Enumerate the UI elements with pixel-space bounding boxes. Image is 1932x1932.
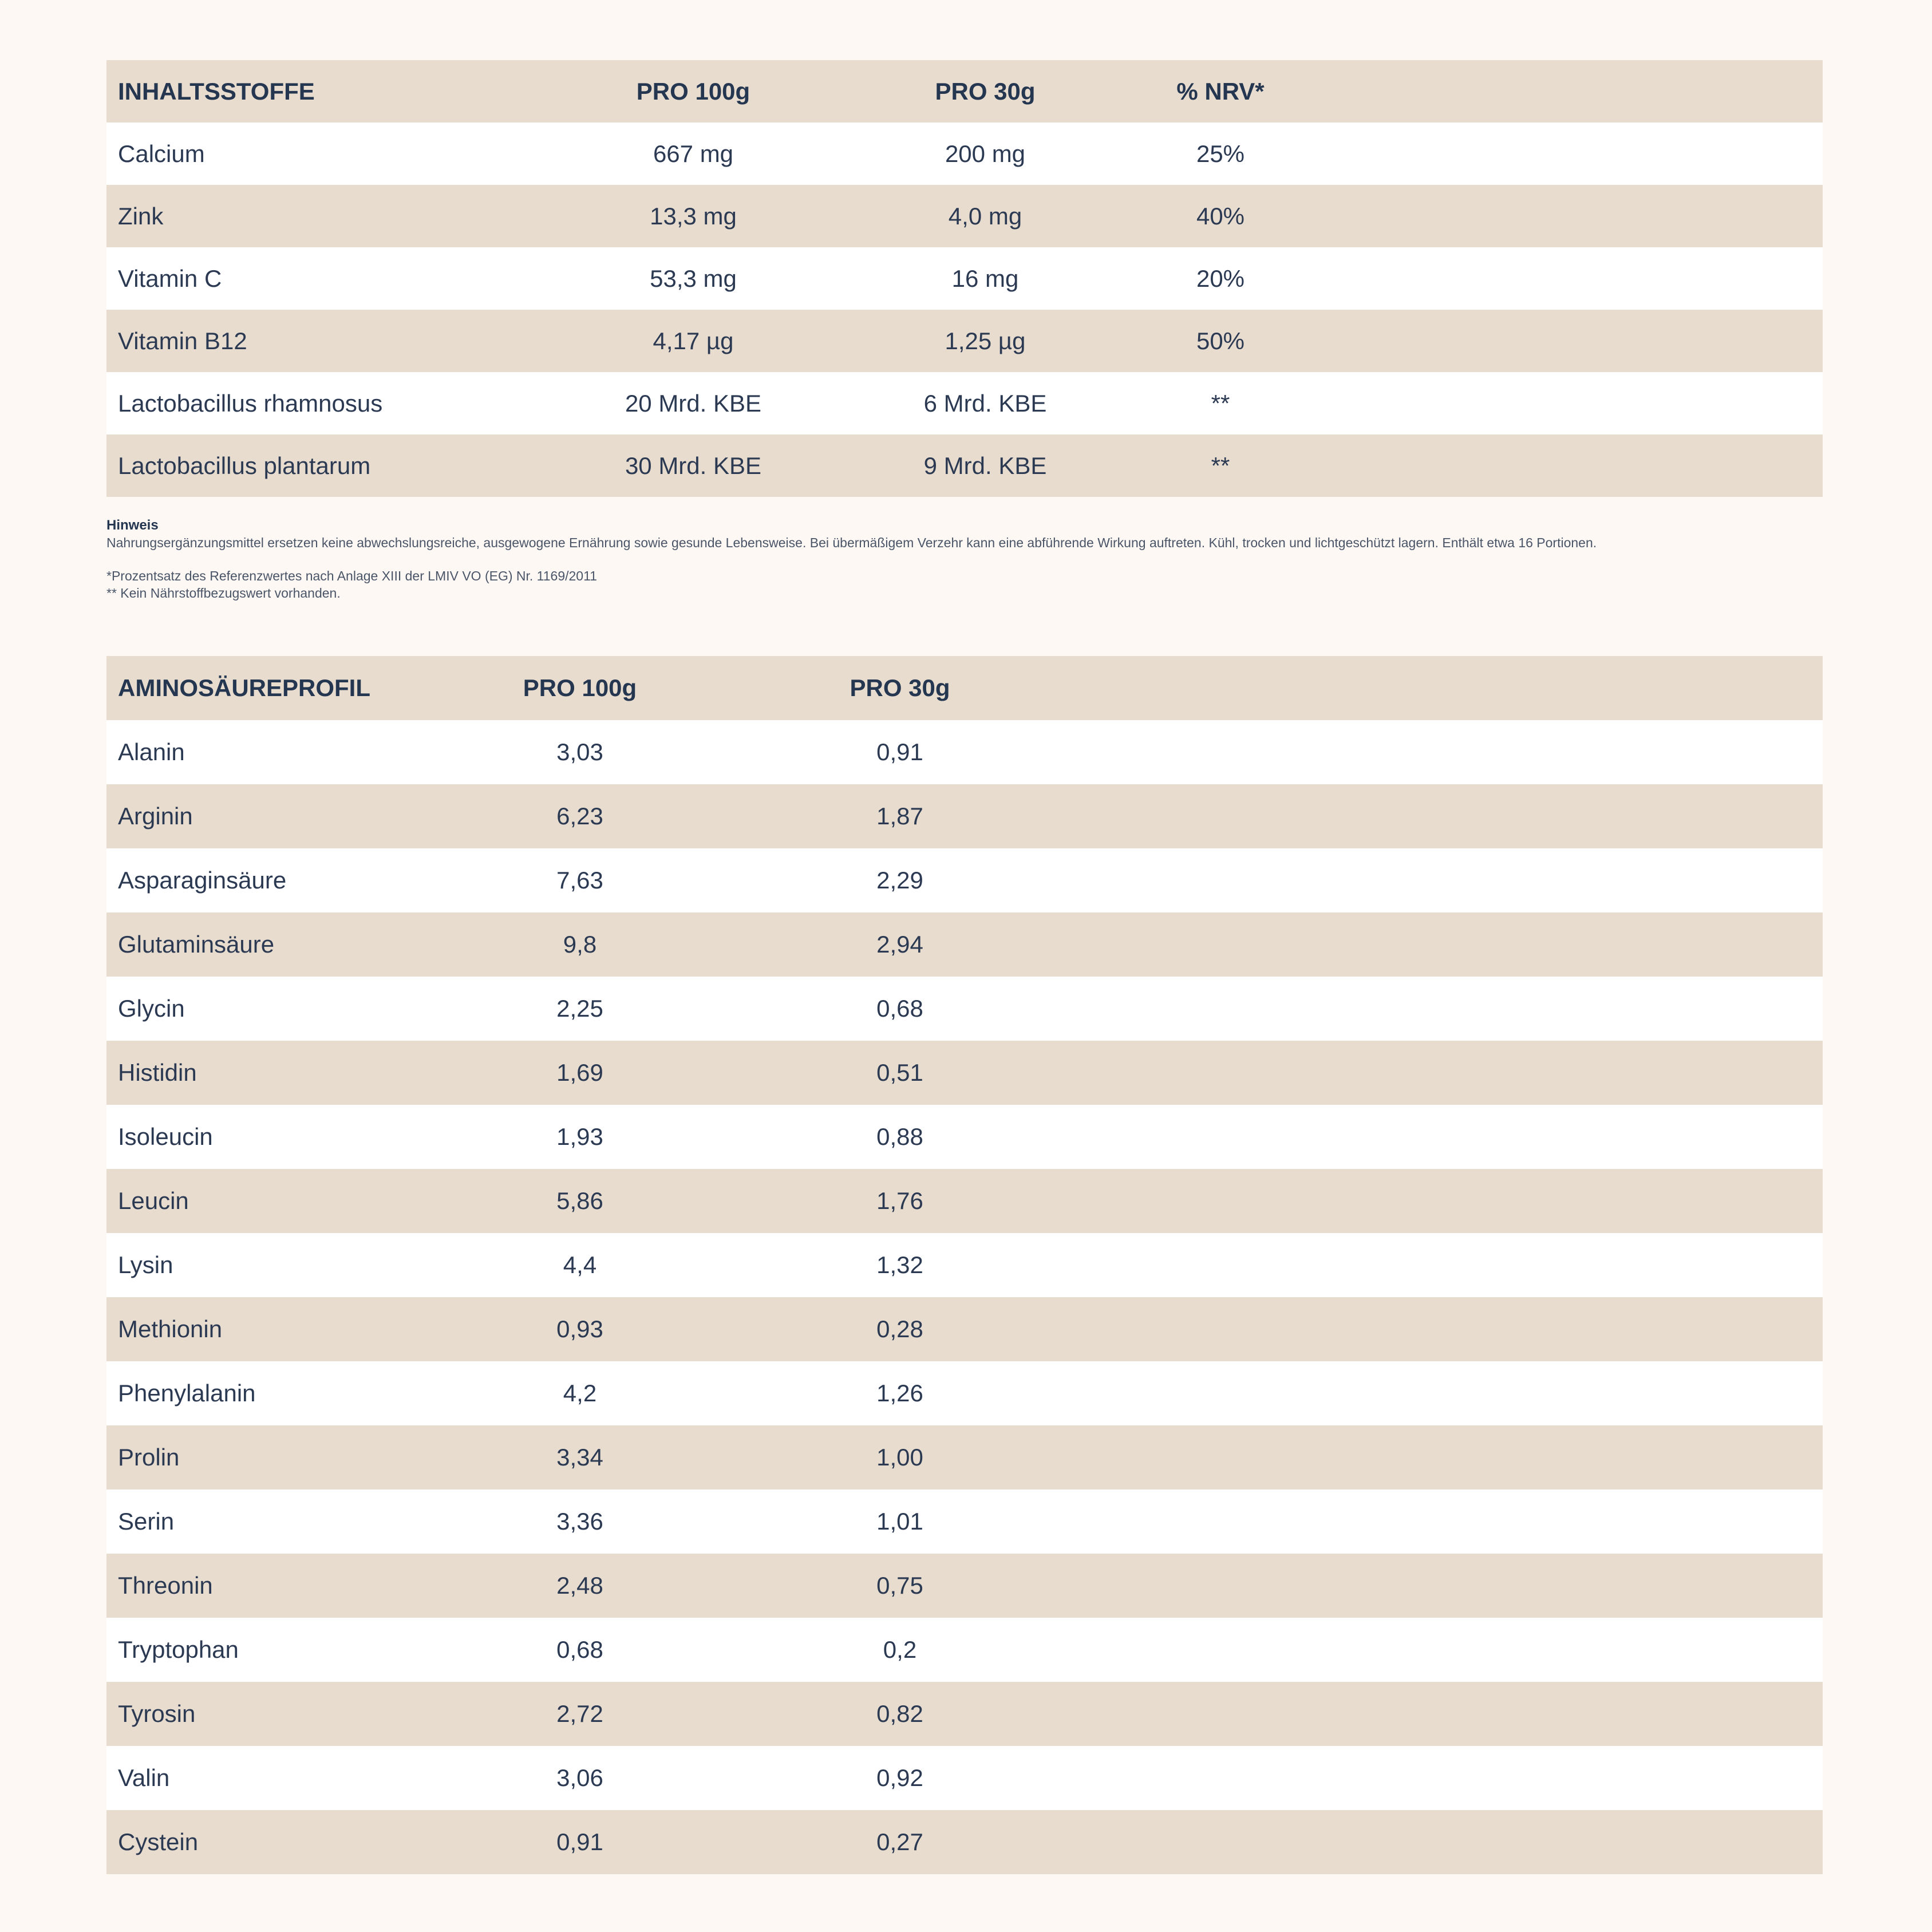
value-per-30g: 1,76 (876, 1187, 923, 1214)
table-row (106, 1041, 1823, 1105)
table-row (106, 185, 1823, 247)
amino-acid-name: Threonin (118, 1572, 213, 1599)
value-per-30g: 0,82 (876, 1700, 923, 1727)
ingredient-name: Vitamin B12 (118, 327, 247, 354)
value-per-30g: 0,88 (876, 1123, 923, 1150)
value-per-100g: 2,48 (556, 1572, 603, 1599)
value-per-100g: 9,8 (563, 931, 597, 958)
amino-acid-table (106, 656, 1823, 1874)
table-row (106, 247, 1823, 310)
value-per-30g: 9 Mrd. KBE (923, 452, 1047, 479)
value-per-100g: 0,91 (556, 1828, 603, 1855)
amino-acid-name: Isoleucin (118, 1123, 213, 1150)
value-per-100g: 13,3 mg (650, 202, 737, 230)
value-per-30g: 6 Mrd. KBE (923, 389, 1047, 417)
value-per-100g: 3,06 (556, 1764, 603, 1791)
value-per-30g: 1,32 (876, 1251, 923, 1278)
footnote-no-reference: ** Kein Nährstoffbezugswert vorhanden. (106, 586, 341, 600)
table-row (106, 123, 1823, 185)
value-per-100g: 30 Mrd. KBE (625, 452, 762, 479)
amino-acid-name: Prolin (118, 1444, 180, 1471)
ingredient-name: Calcium (118, 140, 205, 167)
table-row (106, 848, 1823, 912)
amino-acid-name: Arginin (118, 803, 193, 829)
value-per-100g: 20 Mrd. KBE (625, 389, 762, 417)
value-nrv: 25% (1196, 140, 1245, 167)
header-nrv: % NRV* (1176, 77, 1265, 105)
header-amino-profile: AMINOSÄUREPROFIL (118, 674, 370, 701)
table-row (106, 1554, 1823, 1618)
value-nrv: 50% (1196, 327, 1245, 354)
value-per-30g: 0,2 (883, 1636, 917, 1663)
table-row (106, 1297, 1823, 1361)
footnote-nrv: *Prozentsatz des Referenzwertes nach Anlage XIII der LMIV VO (EG) Nr. 1169/2011 (106, 568, 597, 583)
value-per-30g: 1,25 µg (945, 327, 1026, 354)
table-row (106, 1361, 1823, 1425)
table-row (106, 1746, 1823, 1810)
value-per-100g: 53,3 mg (650, 264, 737, 292)
amino-acid-name: Alanin (118, 738, 185, 765)
value-per-100g: 1,69 (556, 1059, 603, 1086)
amino-acid-name: Lysin (118, 1251, 173, 1278)
value-per-30g: 1,87 (876, 803, 923, 829)
amino-acid-name: Phenylalanin (118, 1380, 256, 1406)
table-row (106, 1425, 1823, 1490)
amino-acid-name: Leucin (118, 1187, 189, 1214)
header-per-30g: PRO 30g (935, 77, 1036, 105)
hint-text: Nahrungsergänzungsmittel ersetzen keine abwechslungsreiche, ausgewogene Ernährung sowie gesunde Lebensweise. Bei übermäßigem Verzehr kann eine abführende Wirkung auftreten. Kühl, trocken und lichtgeschützt lagern. Enthält etwa 16 Portionen. (106, 535, 1597, 550)
value-per-100g: 667 mg (653, 140, 734, 167)
value-per-100g: 3,03 (556, 738, 603, 765)
table-row (106, 372, 1823, 434)
amino-acid-name: Cystein (118, 1828, 199, 1855)
value-nrv: ** (1211, 452, 1230, 479)
value-per-30g: 2,29 (876, 867, 923, 894)
table-row (106, 434, 1823, 497)
ingredient-name: Lactobacillus plantarum (118, 452, 371, 479)
table-row (106, 1810, 1823, 1874)
ingredient-name: Zink (118, 202, 164, 230)
value-per-30g: 4,0 mg (948, 202, 1022, 230)
header-per-100g: PRO 100g (523, 674, 637, 701)
value-per-100g: 2,25 (556, 995, 603, 1022)
value-per-100g: 4,17 µg (653, 327, 734, 354)
value-nrv: 40% (1196, 202, 1245, 230)
table-row (106, 1618, 1823, 1682)
table-row (106, 1105, 1823, 1169)
header-ingredients: INHALTSSTOFFE (118, 77, 315, 105)
value-per-30g: 0,51 (876, 1059, 923, 1086)
value-per-100g: 3,36 (556, 1508, 603, 1535)
value-per-30g: 200 mg (945, 140, 1026, 167)
table-row (106, 1682, 1823, 1746)
value-per-30g: 0,28 (876, 1315, 923, 1342)
value-per-100g: 4,4 (563, 1251, 597, 1278)
value-per-30g: 2,94 (876, 931, 923, 958)
value-per-100g: 7,63 (556, 867, 603, 894)
table-row (106, 977, 1823, 1041)
hint-title: Hinweis (106, 517, 159, 533)
value-per-100g: 3,34 (556, 1444, 603, 1471)
ingredient-name: Lactobacillus rhamnosus (118, 389, 383, 417)
amino-acid-name: Histidin (118, 1059, 197, 1086)
table-row (106, 784, 1823, 848)
amino-acid-name: Serin (118, 1508, 175, 1535)
table-row (106, 720, 1823, 784)
value-per-100g: 1,93 (556, 1123, 603, 1150)
header-per-100g: PRO 100g (636, 77, 750, 105)
value-per-30g: 0,92 (876, 1764, 923, 1791)
value-per-30g: 1,26 (876, 1380, 923, 1406)
value-per-100g: 5,86 (556, 1187, 603, 1214)
value-per-100g: 0,93 (556, 1315, 603, 1342)
nutrients-table (106, 60, 1823, 497)
value-per-100g: 6,23 (556, 803, 603, 829)
value-per-100g: 2,72 (556, 1700, 603, 1727)
value-per-100g: 0,68 (556, 1636, 603, 1663)
amino-acid-name: Tyrosin (118, 1700, 196, 1727)
value-per-100g: 4,2 (563, 1380, 597, 1406)
amino-acid-name: Asparaginsäure (118, 867, 287, 894)
value-per-30g: 1,01 (876, 1508, 923, 1535)
amino-acid-name: Methionin (118, 1315, 223, 1342)
table-row (106, 310, 1823, 372)
nutrients-header-row (106, 60, 1823, 123)
ingredient-name: Vitamin C (118, 264, 222, 292)
amino-acid-name: Glycin (118, 995, 185, 1022)
amino-header-row (106, 656, 1823, 720)
value-per-30g: 0,27 (876, 1828, 923, 1855)
table-row (106, 912, 1823, 977)
amino-acid-name: Valin (118, 1764, 170, 1791)
value-nrv: ** (1211, 389, 1230, 417)
value-per-30g: 0,91 (876, 738, 923, 765)
table-row (106, 1169, 1823, 1233)
value-per-30g: 0,75 (876, 1572, 923, 1599)
table-row (106, 1490, 1823, 1554)
amino-acid-name: Tryptophan (118, 1636, 239, 1663)
value-per-30g: 16 mg (951, 264, 1019, 292)
value-per-30g: 0,68 (876, 995, 923, 1022)
notes-section (106, 517, 1823, 602)
table-row (106, 1233, 1823, 1297)
header-per-30g: PRO 30g (850, 674, 950, 701)
value-per-30g: 1,00 (876, 1444, 923, 1471)
value-nrv: 20% (1196, 264, 1245, 292)
amino-acid-name: Glutaminsäure (118, 931, 275, 958)
